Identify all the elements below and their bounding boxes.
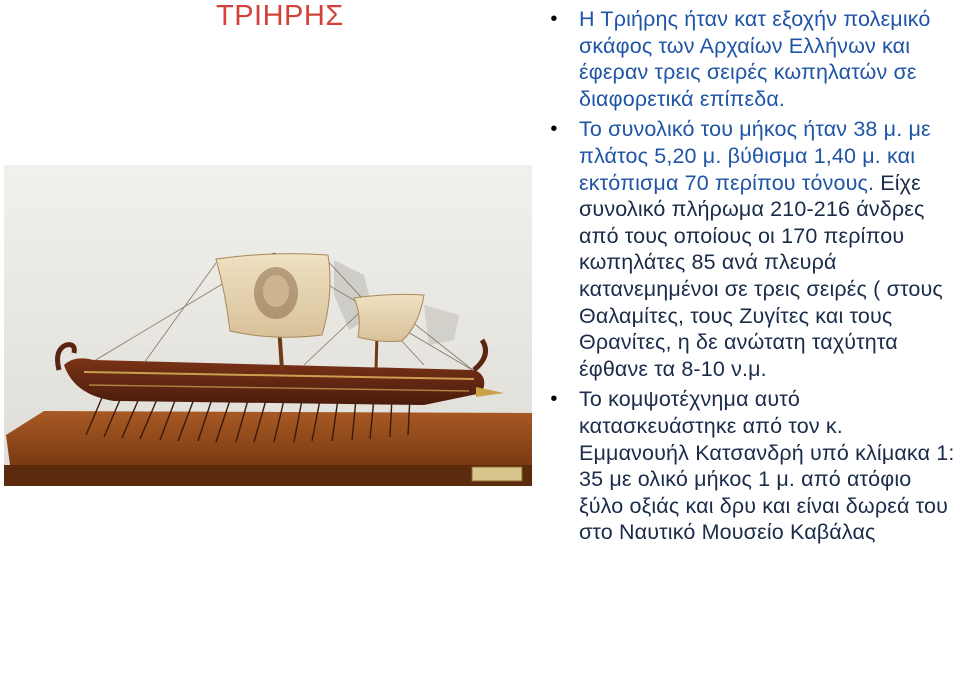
- bullet-dot-icon: •: [550, 388, 558, 411]
- slide-title: ΤΡΙΗΡΗΣ: [216, 0, 344, 32]
- bullet-text-2a: Το συνολικό του μήκος ήταν 38 μ. με πλάτος 5,20 μ. βύθισμα 1,40 μ. και εκτόπισμα 70 περίπου τόνους.: [579, 117, 931, 195]
- bullet-item-3: [546, 386, 958, 546]
- bullet-dot-icon: •: [550, 8, 558, 30]
- bullet-item-2: [546, 116, 958, 382]
- bullet-text-1: Η Τριήρης ήταν κατ εξοχήν πολεμικό σκάφος των Αρχαίων Ελλήνων και έφεραν τρεις σειρές κωπηλατών σε διαφορετικά επίπεδα.: [579, 7, 931, 111]
- bullet-text-2b: Είχε συνολικό πλήρωμα 210-216 άνδρες από τους οποίους οι 170 περίπου κωπηλάτες 85 ανά πλευρά κατανεμημένοι σε τρεις σειρές ( στους Θαλαμίτες, τους Ζυγίτες και τους Θρανίτες, η δε ανώτατη ταχύτητα έφθανε τα 8-10 ν.μ.: [579, 170, 943, 381]
- bullet-list: [546, 6, 958, 546]
- trireme-model-photo: [4, 165, 532, 486]
- bullet-dot-icon: •: [550, 118, 558, 141]
- bullet-text-3: Το κομψοτέχνημα αυτό κατασκευάστηκε από τον κ. Εμμανουήλ Κατσανδρή υπό κλίμακα 1: 35 με ολικό μήκος 1 μ. από ατόφιο ξύλο οξιάς και δρυ και είναι δωρεά του στο Ναυτικό Μουσείο Καβάλας: [579, 387, 955, 545]
- bullet-item-1: [546, 6, 958, 112]
